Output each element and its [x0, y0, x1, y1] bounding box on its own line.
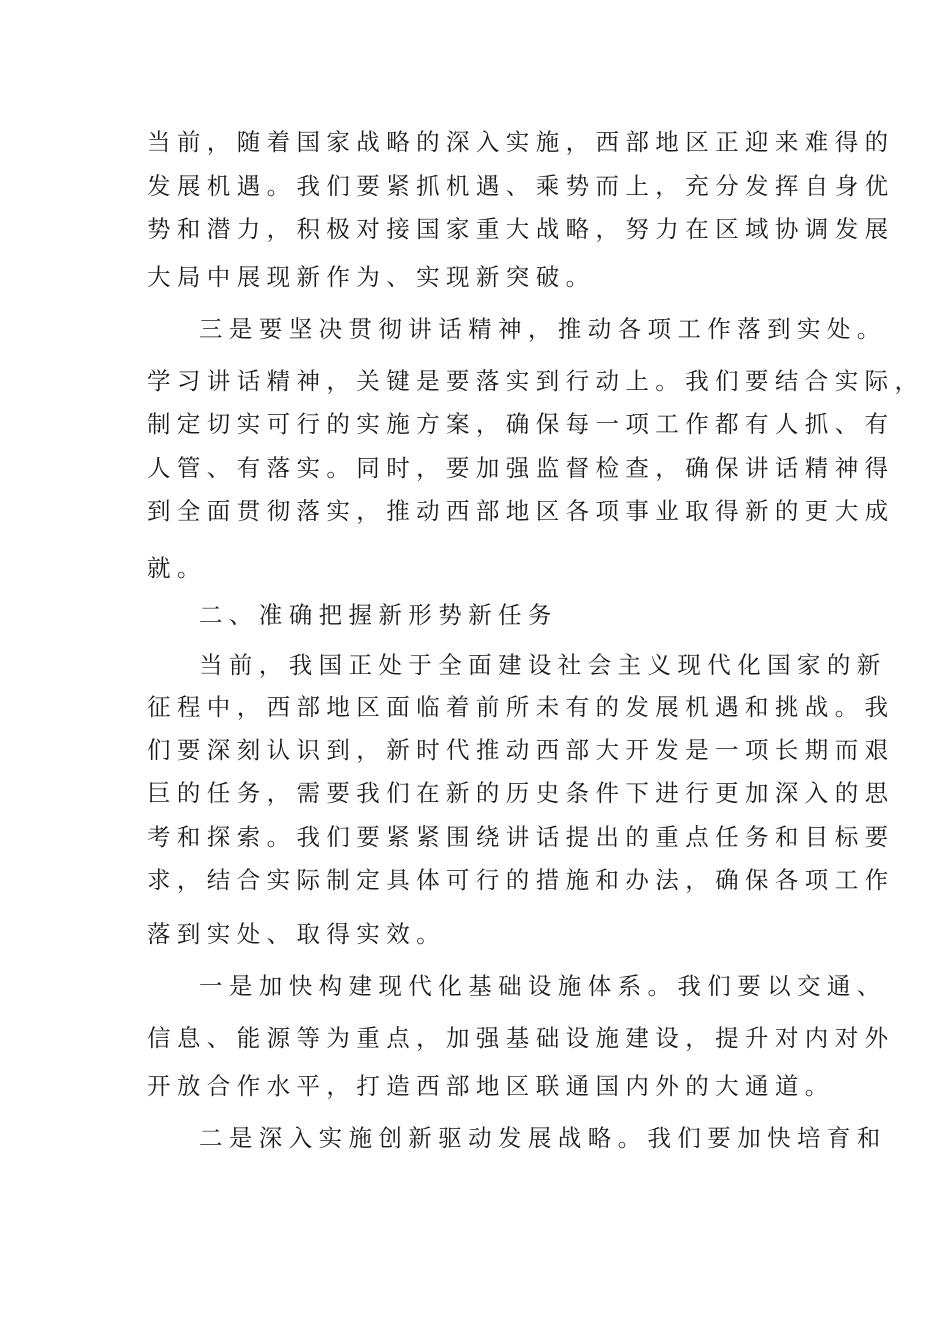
- text-line: 制定切实可行的实施方案，确保每一项工作都有人抓、有: [147, 410, 895, 438]
- text-line: 们要深刻认识到，新时代推动西部大开发是一项长期而艰: [147, 736, 895, 764]
- text-line: 巨的任务，需要我们在新的历史条件下进行更加深入的思: [147, 779, 895, 807]
- text-line: 就。: [147, 554, 207, 582]
- text-line: 当前，我国正处于全面建设社会主义现代化国家的新: [199, 651, 887, 679]
- paragraph-heading-one: 一是加快构建现代化基础设施体系。我们要以交通、: [199, 972, 887, 1000]
- text-line: 求，结合实际制定具体可行的措施和办法，确保各项工作: [147, 866, 895, 894]
- text-line: 当前，随着国家战略的深入实施，西部地区正迎来难得的: [147, 128, 895, 156]
- text-line: 势和潜力，积极对接国家重大战略，努力在区域协调发展: [147, 215, 895, 243]
- paragraph-heading-three: 三是要坚决贯彻讲话精神，推动各项工作落到实处。: [199, 315, 887, 343]
- paragraph-heading-two: 二是深入实施创新驱动发展战略。我们要加快培育和: [199, 1124, 887, 1152]
- section-heading: 二、准确把握新形势新任务: [199, 601, 558, 629]
- text-line: 发展机遇。我们要紧抓机遇、乘势而上，充分发挥自身优: [147, 172, 895, 200]
- text-line: 到全面贯彻落实，推动西部地区各项事业取得新的更大成: [147, 497, 895, 525]
- text-line: 信息、能源等为重点，加强基础设施建设，提升对内对外: [147, 1024, 895, 1052]
- text-line: 落到实处、取得实效。: [147, 920, 446, 948]
- text-line: 人管、有落实。同时，要加强监督检查，确保讲话精神得: [147, 454, 895, 482]
- text-line: 学习讲话精神，关键是要落实到行动上。我们要结合实际，: [147, 367, 925, 395]
- text-line: 考和探索。我们要紧紧围绕讲话提出的重点任务和目标要: [147, 823, 895, 851]
- text-line: 征程中，西部地区面临着前所未有的发展机遇和挑战。我: [147, 693, 895, 721]
- text-line: 开放合作水平，打造西部地区联通国内外的大通道。: [147, 1072, 835, 1100]
- text-line: 大局中展现新作为、实现新突破。: [147, 263, 596, 291]
